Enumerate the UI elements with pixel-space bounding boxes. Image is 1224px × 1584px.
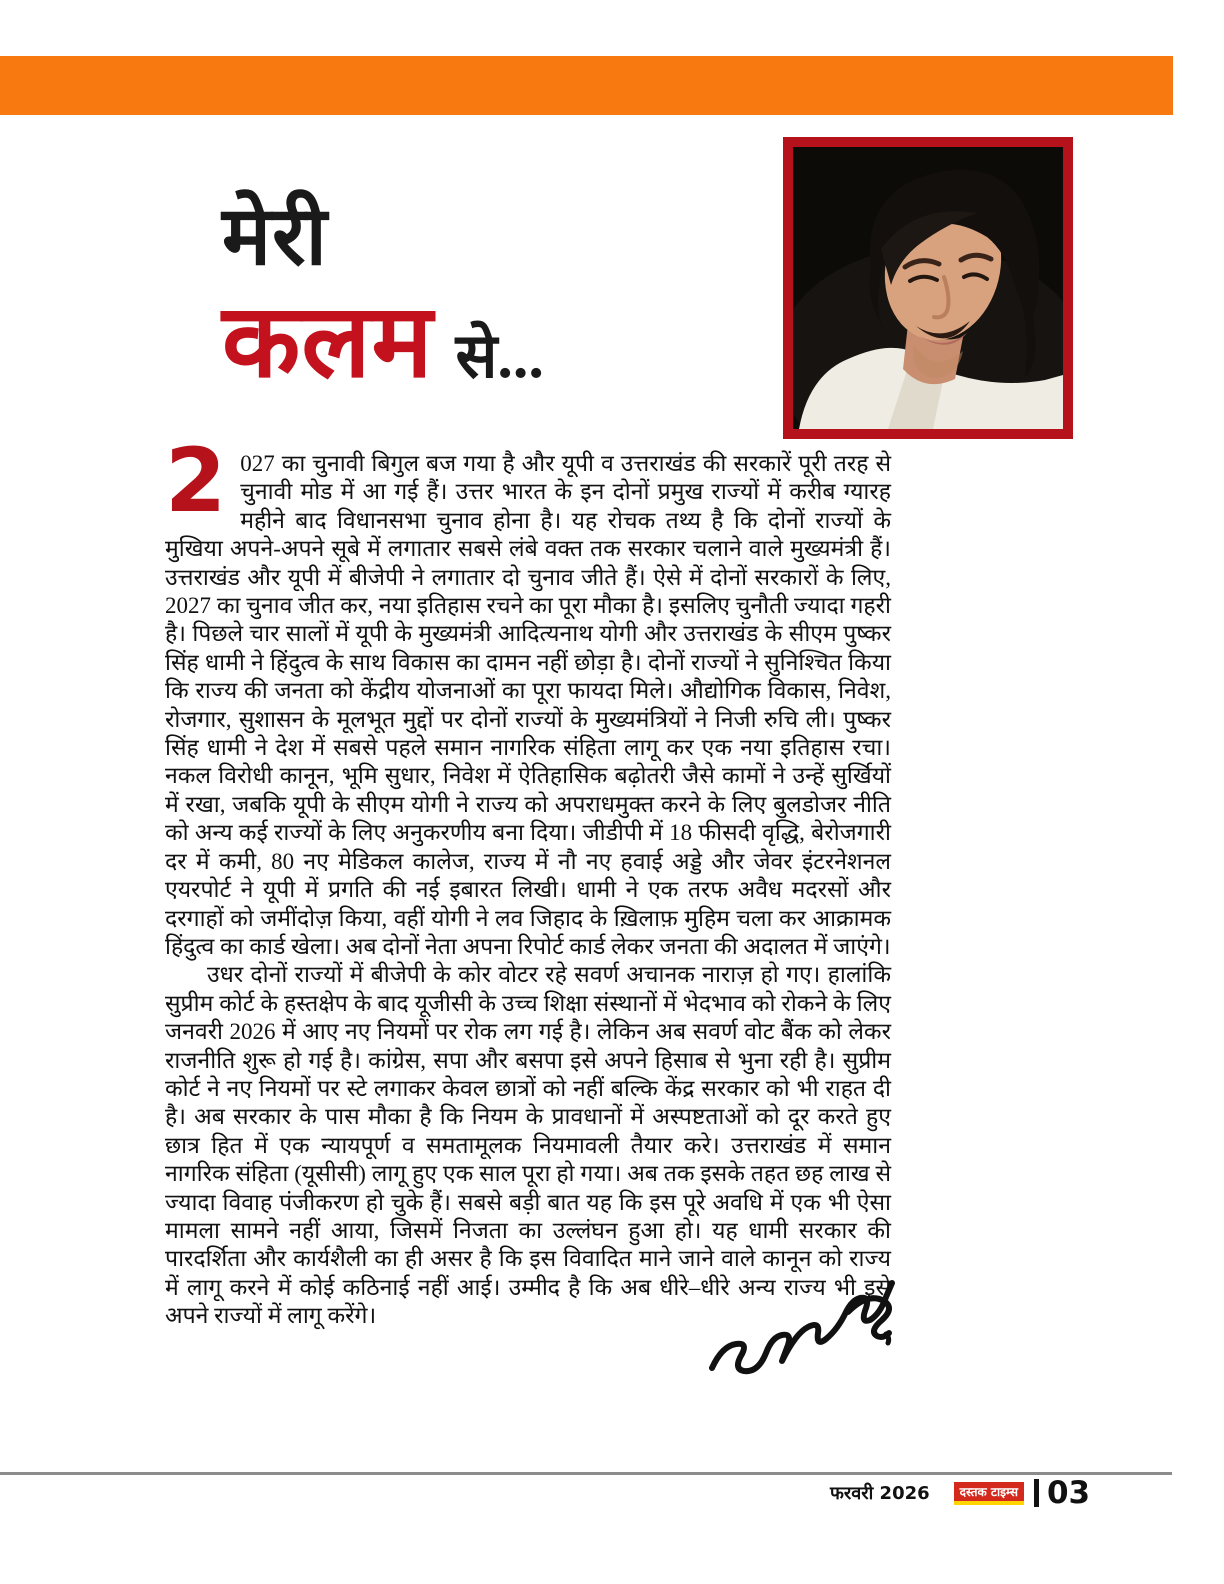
paragraph-1 <box>165 429 891 961</box>
footer <box>830 1476 1110 1510</box>
paragraph-1-text: 027 का चुनावी बिगुल बज गया है और यूपी व उत्तराखंड की सरकारें पूरी तरह से चुनावी मोड में आ गई हैं। उत्तर भारत के इन दोनों प्रमुख राज्यों में करीब ग्यारह महीने बाद विधानसभा चुनाव होना है। यह रोचक तथ्य है कि दोनों राज्यों के मुखिया अपने-अपने सूबे में लगातार सबसे लंबे वक्त तक सरकार चलाने वाले मुख्यमंत्री हैं। उत्तराखंड और यूपी में बीजेपी ने लगातार दो चुनाव जीते हैं। ऐसे में दोनों सरकारों के लिए, 2027 का चुनाव जीत कर, नया इतिहास रचने का पूरा मौका है। इसलिए चुनौती ज्यादा गहरी है। पिछले चार सालों में यूपी के मुख्यमंत्री आदित्यनाथ योगी और उत्तराखंड के सीएम पुष्कर सिंह धामी ने हिंदुत्व के साथ विकास का दामन नहीं छोड़ा है। दोनों राज्यों ने सुनिश्चित किया कि राज्य की जनता को केंद्रीय योजनाओं का पूरा फायदा मिले। औद्योगिक विकास, निवेश, रोजगार, सुशासन के मूलभूत मुद्दों पर दोनों राज्यों के मुख्यमंत्रियों ने निजी रुचि ली। पुष्कर सिंह धामी ने देश में सबसे पहले समान नागरिक संहिता लागू कर एक नया इतिहास रचा। नकल विरोधी कानून, भूमि सुधार, निवेश में ऐतिहासिक बढ़ोतरी जैसे कामों ने उन्हें सुर्खियों में रखा, जबकि यूपी के सीएम योगी ने राज्य को अपराधमुक्त करने के लिए बुलडोजर नीति को अन्य कई राज्यों के लिए अनुकरणीय बना दिया। जीडीपी में 18 फीसदी वृद्धि, बेरोजगारी दर में कमी, 80 नए मेडिकल कालेज, राज्य में नौ नए हवाई अड्डे और जेवर इंटरनेशनल एयरपोर्ट ने यूपी में प्रगति की नई इबारत लिखी। धामी ने एक तरफ अवैध मदरसों और दरगाहों को जमींदोज़ किया, वहीं योगी ने लव जिहाद के ख़िलाफ़ मुहिम चला कर आक्रामक हिंदुत्व का कार्ड खेला। अब दोनों नेता अपना रिपोर्ट कार्ड लेकर जनता की अदालत में जाएंगे। <box>165 451 891 959</box>
footer-month-year: फरवरी 2026 <box>830 1483 930 1504</box>
section-title-word1: मेरी <box>222 191 328 282</box>
page-number-separator <box>1034 1479 1039 1507</box>
section-title <box>222 191 782 399</box>
section-title-word2: कलम <box>222 286 434 399</box>
page-number: 03 <box>1046 1474 1091 1511</box>
signature-scrawl-icon <box>700 1272 920 1382</box>
author-signature <box>700 1272 920 1382</box>
dropcap-2: 2 <box>165 429 227 532</box>
paragraph-2-text: उधर दोनों राज्यों में बीजेपी के कोर वोटर रहे सवर्ण अचानक नाराज़ हो गए। हालांकि सुप्रीम कोर्ट के हस्तक्षेप के बाद यूजीसी के उच्च शिक्षा संस्थानों में भेदभाव को रोकने के लिए जनवरी 2026 में आए नए नियमों पर रोक लग गई है। लेकिन अब सवर्ण वोट बैंक को लेकर राजनीति शुरू हो गई है। कांग्रेस, सपा और बसपा इसे अपने हिसाब से भुना रही है। सुप्रीम कोर्ट ने नए नियमों पर स्टे लगाकर केवल छात्रों को नहीं बल्कि केंद्र सरकार को भी राहत दी है। अब सरकार के पास मौका है कि नियम के प्रावधानों में अस्पष्टताओं को दूर करते हुए छात्र हित में एक न्यायपूर्ण व समतामूलक नियमावली तैयार करे। उत्तराखंड में समान नागरिक संहिता (यूसीसी) लागू हुए एक साल पूरा हो गया। अब तक इसके तहत छह लाख से ज्यादा विवाह पंजीकरण हो चुके हैं। सबसे बड़ी बात यह कि इस पूरे अवधि में एक भी ऐसा मामला सामने नहीं आया, जिसमें निजता का उल्लंघन हुआ हो। यह धामी सरकार की पारदर्शिता और कार्यशैली का ही असर है कि इस विवादित माने जाने वाले कानून को राज्य में लागू करने में कोई कठिनाई नहीं आई। उम्मीद है कि अब धीरे–धीरे अन्य राज्य भी इसे अपने राज्यों में लागू करेंगे। <box>165 962 891 1329</box>
footer-rule <box>0 1472 1172 1475</box>
magazine-logo: दस्तक टाइम्स <box>954 1482 1024 1505</box>
editorial-body <box>165 429 891 1331</box>
top-accent-bar <box>0 56 1173 115</box>
author-photo <box>783 137 1073 439</box>
section-title-suffix: से... <box>455 323 544 391</box>
author-portrait-illustration <box>793 147 1063 429</box>
